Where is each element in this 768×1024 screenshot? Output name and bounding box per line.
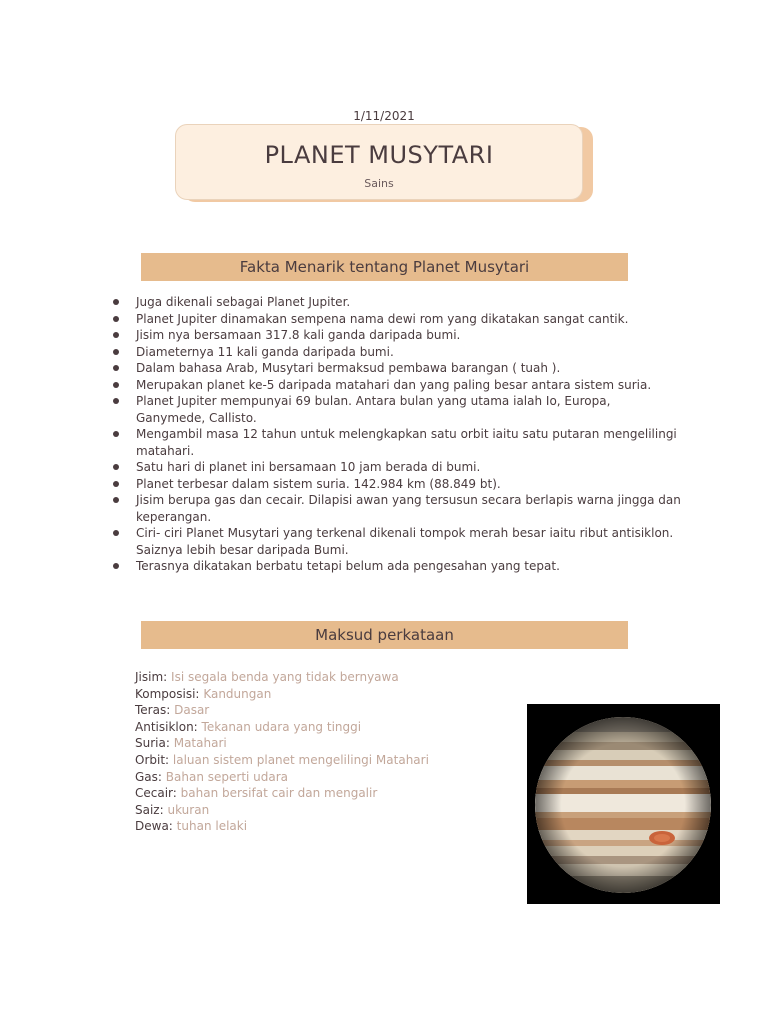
glossary-term: Teras: xyxy=(135,703,171,718)
jupiter-planet-image xyxy=(527,704,720,904)
bullet-icon xyxy=(113,332,119,338)
facts-section-heading: Fakta Menarik tentang Planet Musytari xyxy=(141,253,628,281)
list-item-text: Jisim berupa gas dan cecair. Dilapisi awan yang tersusun secara berlapis warna jingga dan keperangan. xyxy=(136,493,681,524)
bullet-icon xyxy=(113,464,119,470)
bullet-icon xyxy=(113,481,119,487)
glossary-entry xyxy=(135,719,515,736)
glossary-term: Gas: xyxy=(135,769,162,784)
list-item xyxy=(112,426,682,459)
list-item-text: Ciri- ciri Planet Musytari yang terkenal dikenali tompok merah besar iaitu ribut antisiklon. Saiznya lebih besar daripada Bumi. xyxy=(136,526,674,557)
glossary-definition: ukuran xyxy=(167,802,210,817)
glossary-definition: Kandungan xyxy=(203,686,272,701)
glossary-entry xyxy=(135,735,515,752)
facts-list xyxy=(112,294,682,575)
glossary-term: Saiz: xyxy=(135,802,164,817)
bullet-icon xyxy=(113,431,119,437)
glossary-term: Cecair: xyxy=(135,786,177,801)
list-item xyxy=(112,327,682,344)
glossary-term: Komposisi: xyxy=(135,686,200,701)
glossary-definition: Tekanan udara yang tinggi xyxy=(201,719,362,734)
glossary-definition: bahan bersifat cair dan mengalir xyxy=(180,786,378,801)
jupiter-photo xyxy=(527,704,720,904)
list-item-text: Planet terbesar dalam sistem suria. 142.984 km (88.849 bt). xyxy=(136,476,501,491)
title-card xyxy=(175,124,583,200)
list-item xyxy=(112,459,682,476)
list-item xyxy=(112,558,682,575)
glossary-definition: Matahari xyxy=(173,736,227,751)
list-item-text: Diameternya 11 kali ganda daripada bumi. xyxy=(136,344,394,359)
glossary-entry xyxy=(135,752,515,769)
glossary-entry xyxy=(135,802,515,819)
bullet-icon xyxy=(113,349,119,355)
list-item xyxy=(112,393,682,426)
list-item-text: Merupakan planet ke-5 daripada matahari dan yang paling besar antara sistem suria. xyxy=(136,377,652,392)
glossary-definition: laluan sistem planet mengelilingi Matahari xyxy=(172,752,429,767)
list-item-text: Jisim nya bersamaan 317.8 kali ganda daripada bumi. xyxy=(136,328,461,342)
glossary-definition: Bahan seperti udara xyxy=(165,769,289,784)
list-item-text: Juga dikenali sebagai Planet Jupiter. xyxy=(136,295,351,309)
list-item-text: Mengambil masa 12 tahun untuk melengkapkan satu orbit iaitu satu putaran mengelilingi matahari. xyxy=(136,427,677,458)
glossary-entry xyxy=(135,785,515,802)
list-item-text: Planet Jupiter dinamakan sempena nama dewi rom yang dikatakan sangat cantik. xyxy=(136,311,629,326)
list-item xyxy=(112,360,682,377)
glossary-entry xyxy=(135,702,515,719)
glossary-term: Jisim: xyxy=(135,670,168,684)
bullet-icon xyxy=(113,365,119,371)
glossary-entry xyxy=(135,686,515,703)
list-item xyxy=(112,311,682,328)
bullet-icon xyxy=(113,563,119,569)
list-item-text: Satu hari di planet ini bersamaan 10 jam berada di bumi. xyxy=(136,460,481,474)
bullet-icon xyxy=(113,299,119,305)
glossary-entry xyxy=(135,669,515,686)
bullet-icon xyxy=(113,316,119,322)
glossary-definition: Dasar xyxy=(174,703,210,718)
list-item xyxy=(112,294,682,311)
list-item xyxy=(112,344,682,361)
list-item xyxy=(112,377,682,394)
list-item xyxy=(112,525,682,558)
glossary-entry xyxy=(135,818,515,835)
bullet-icon xyxy=(113,398,119,404)
glossary-term: Suria: xyxy=(135,736,170,751)
glossary-definition: Isi segala benda yang tidak bernyawa xyxy=(171,670,399,684)
list-item xyxy=(112,476,682,493)
list-item xyxy=(112,492,682,525)
glossary-definition: tuhan lelaki xyxy=(176,819,248,834)
list-item-text: Planet Jupiter mempunyai 69 bulan. Antara bulan yang utama ialah Io, Europa, Ganymede, Callisto. xyxy=(136,394,611,425)
glossary-entry xyxy=(135,769,515,786)
glossary-list xyxy=(135,669,515,835)
glossary-term: Orbit: xyxy=(135,752,170,767)
glossary-term: Dewa: xyxy=(135,819,173,834)
page-title: PLANET MUSYTARI xyxy=(264,141,494,169)
bullet-icon xyxy=(113,530,119,536)
list-item-text: Terasnya dikatakan berbatu tetapi belum ada pengesahan yang tepat. xyxy=(136,559,560,573)
list-item-text: Dalam bahasa Arab, Musytari bermaksud pembawa barangan ( tuah ). xyxy=(136,361,561,375)
glossary-section-heading: Maksud perkataan xyxy=(141,621,628,649)
glossary-term: Antisiklon: xyxy=(135,719,198,734)
bullet-icon xyxy=(113,382,119,388)
page-subtitle: Sains xyxy=(364,177,394,190)
document-date: 1/11/2021 xyxy=(353,109,415,123)
bullet-icon xyxy=(113,497,119,503)
